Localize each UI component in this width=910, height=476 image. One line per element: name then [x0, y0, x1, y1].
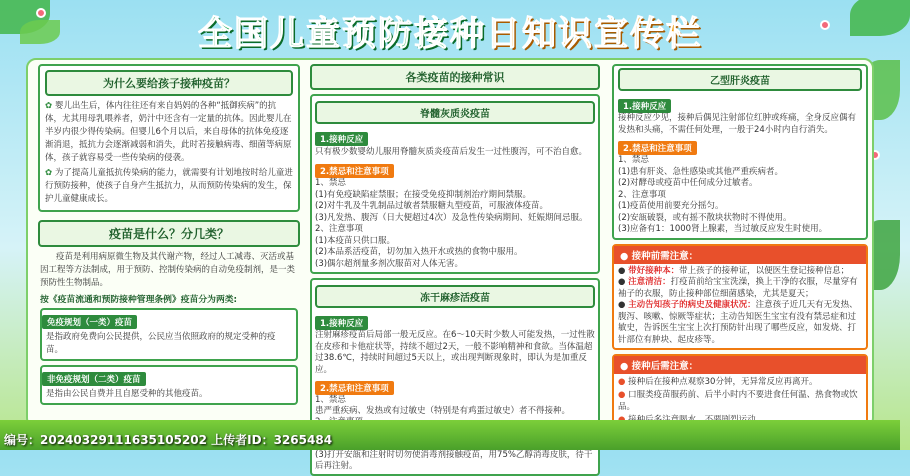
- what-section: [38, 251, 300, 405]
- category-1-text: 是指政府免费向公民提供，公民应当依照政府的规定受种的疫苗。: [46, 332, 276, 355]
- category-2-tag: 非免疫规划（二类）疫苗: [42, 372, 146, 386]
- list-item: (2)本品系活疫苗，切勿加入热开水或热的食物中服用。: [315, 247, 523, 257]
- hepb-reaction-tag: 1.接种反应: [618, 99, 671, 113]
- list-item: 1、禁忌: [315, 395, 346, 405]
- bell-icon: ●: [620, 361, 632, 372]
- polio-reaction-text: 只有极少数婴幼儿服用脊髓灰质炎疫苗后发生一过性腹泻，可不治自愈。: [315, 147, 588, 157]
- list-item: (1)疫苗使用前要充分摇匀。: [618, 201, 724, 211]
- why-section: [38, 64, 300, 212]
- bell-icon: ●: [620, 250, 632, 262]
- list-item: ● 主动告知孩子的病史及健康状况：注意孩子近几天有无发热、腹泻、咳嗽、惊厥等症状；主动告知医生宝宝有没有禁忌症和过敏史，告诉医生宝宝上次打预防针出现了哪些反应，如发烧、打针部位有肿块、起皮疹等。: [618, 300, 858, 345]
- list-item: (2)安瓿破裂，或有摇不散块状物时不得使用。: [618, 212, 792, 223]
- right-column: [612, 64, 868, 443]
- list-item: (3)应备有1：1000肾上腺素，当过敏反应发生时使用。: [618, 224, 828, 234]
- list-item: ● 注意清洁：打疫苗前给宝宝洗澡，换上干净的衣服，尽量穿有袖子的衣服，防止接种部位细菌感染，尤其是夏天；: [618, 277, 858, 299]
- before-vaccination-title: ● 接种前需注意：: [614, 246, 866, 264]
- hepb-section: [612, 64, 868, 240]
- title-part2: 日知识宣传栏: [486, 14, 702, 54]
- list-item: 2、注意事项: [618, 189, 666, 200]
- list-item: 1、禁忌: [618, 155, 649, 165]
- polio-warning-tag: 2.禁忌和注意事项: [315, 164, 394, 178]
- paw-icon: ✿: [45, 101, 55, 111]
- list-item: ● 带好接种本：带上孩子的接种证，以便医生登记接种信息；: [618, 265, 850, 276]
- category-1-tag: 免疫规划（一类）疫苗: [42, 315, 137, 329]
- hepb-lines: [618, 155, 862, 236]
- title-part1: 全国儿童预防接种: [198, 14, 486, 54]
- list-item: (1)本疫苗只供口服。: [315, 235, 396, 246]
- list-item: ● 口服类疫苗服药前、后半小时内不要进食任何温、热食物或饮品。: [618, 389, 858, 412]
- hepb-reaction-text: 接种反应少见，接种后偶见注射部位红肿或疼痛，全身反应偶有发热和头痛，不需任何处理，一般于24小时内自行消失。: [618, 113, 857, 135]
- category-2-text: 是指由公民自费并且自愿受种的其他疫苗。: [46, 389, 208, 399]
- after-vaccination-title: ● 接种后需注意：: [614, 356, 866, 374]
- list-item: (3)偶尔超剂量多剂次服苗对人体无害。: [315, 258, 464, 269]
- why-paragraph-2: ✿ 为了提高儿童抵抗传染病的能力，就需要有计划地按时给儿童进行预防接种，使孩子自身产生抵抗力，从而预防传染病的发生，保护儿童健康成长。: [45, 168, 293, 204]
- watermark-footer: 编号：20240329111635105202 上传者ID：3265484: [4, 433, 333, 447]
- list-item: 患严重疾病、发热或有过敏史（特别是有鸡蛋过敏史）者不得接种。: [315, 406, 571, 416]
- what-paragraph-2: 按《疫苗流通和预防接种管理条例》疫苗分为两类:: [40, 295, 238, 305]
- paw-icon: ✿: [45, 168, 55, 178]
- list-item: (1)有免疫缺陷症禁服；在接受免疫抑制剂治疗期间禁服。: [315, 189, 532, 200]
- list-item: ● 接种后在接种点观察30分钟，无异常反应再离开。: [618, 377, 818, 387]
- measles-reaction-tag: 1.接种反应: [315, 316, 368, 330]
- list-item: (1)患有肝炎、急性感染或其他严重疾病者。: [618, 166, 784, 177]
- list-item: (2)对牛乳及牛乳制品过敏者禁服糖丸型疫苗，可服液体疫苗。: [315, 201, 549, 211]
- list-item: (3)打开安瓿和注射时切勿使消毒剂接触疫苗，用75%乙醇消毒皮肤，待干后再注射。: [315, 450, 593, 471]
- middle-column: [310, 64, 600, 476]
- polio-section: [310, 94, 600, 274]
- page-title: [0, 6, 900, 55]
- measles-reaction-text: 注射麻疹疫苗后局部一般无反应。在6～10天时少数人可能发热，一过性散在皮疹和卡他症状等，持续不超过2天，一般不影响精神和食欲。当体温超过38.6℃，持续时间超过5天以上，或出现判断现象时，即认为是加重反应。: [315, 330, 595, 375]
- measles-title: 冻干麻疹活疫苗: [315, 285, 595, 308]
- left-column: [38, 64, 300, 405]
- list-item: 2、注意事项: [315, 224, 363, 234]
- polio-reaction-tag: 1.接种反应: [315, 132, 368, 146]
- category-1-box: [40, 308, 298, 361]
- list-item: (2)对酵母或疫苗中任何成分过敏者。: [618, 178, 758, 188]
- middle-heading: 各类疫苗的接种常识: [310, 64, 600, 90]
- list-item: 1、禁忌: [315, 178, 346, 188]
- category-2-box: [40, 365, 298, 405]
- measles-warning-tag: 2.禁忌和注意事项: [315, 381, 394, 395]
- before-items: [614, 264, 866, 349]
- why-heading: 为什么要给孩子接种疫苗？: [45, 70, 293, 96]
- what-heading: 疫苗是什么？分几类？: [38, 220, 300, 247]
- hepb-warning-tag: 2.禁忌和注意事项: [618, 141, 697, 155]
- list-item: (3)凡发热、腹泻（日大便超过4次）及急性传染病期间、妊娠期间忌服。: [315, 212, 588, 223]
- polio-lines: [315, 178, 595, 270]
- before-vaccination-box: [612, 244, 868, 351]
- polio-title: 脊髓灰质炎疫苗: [315, 101, 595, 124]
- hepb-title: 乙型肝炎疫苗: [618, 68, 862, 91]
- what-paragraph-1: 疫苗是利用病原微生物及其代谢产物，经过人工减毒、灭活或基因工程等方法制成，用于预防、控制传染病的自动免疫制剂，是一类预防性生物制品。: [40, 252, 296, 288]
- why-paragraph-1: ✿ 婴儿出生后，体内往往还有来自妈妈的各种“抵御疾病”的抗体，尤其用母乳喂养者，奶汁中还含有一定量的抗体。因此婴儿在半岁内很少得传染病。但婴儿6个月以后，来自母体的抗体免疫逐渐消退，抵抗力会逐渐减弱和消失，此时若接触病毒、细菌等病原体，孩子就容易受一些传染病的侵袭。: [45, 101, 292, 163]
